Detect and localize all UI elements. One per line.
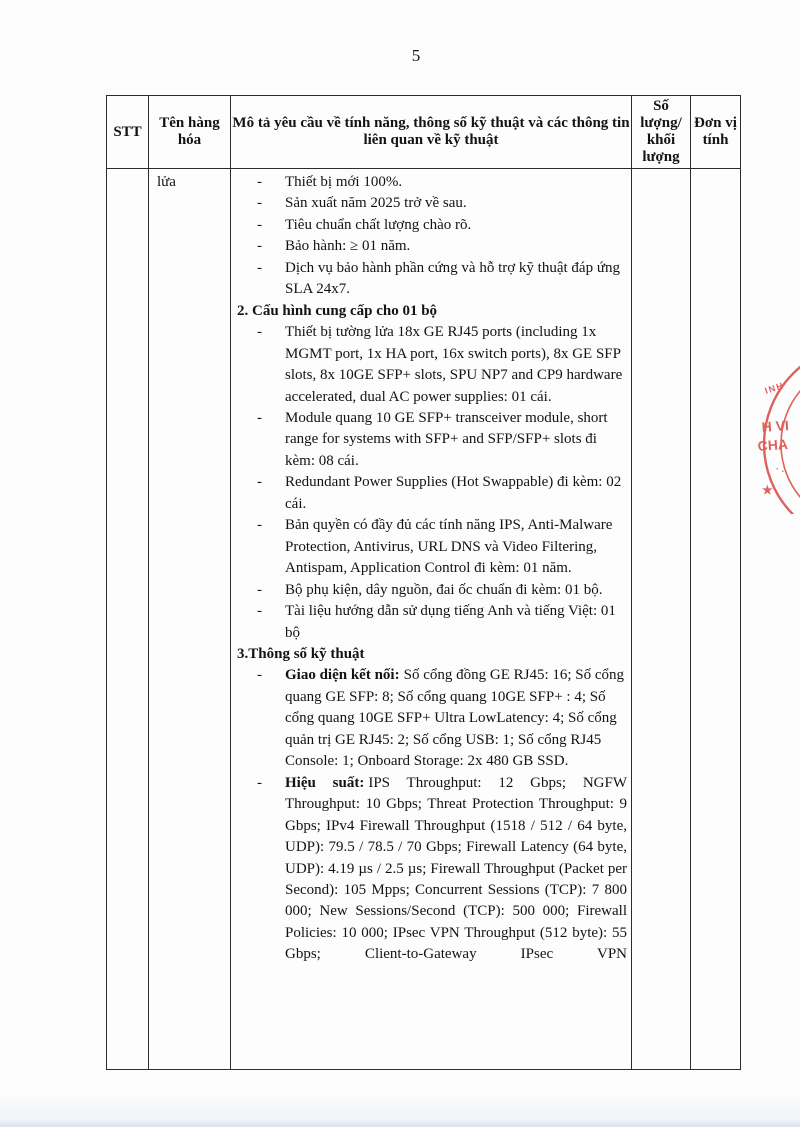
cell-stt <box>107 169 149 1070</box>
spec-text-hieu-suat: IPS Throughput: 12 Gbps; NGFW Throughput: 10 Gbps; Threat Protection Throughput: 9 Gbps; IPv4 Firewall Throughput (1518 / 512 / 64 byte, UDP): 79.5 / 78.5 / 70 Gbps; Firewall Latency (64 byte, UDP): 4.19 µs / 2.5 µs; Firewall Throughput (Packet per Second): 105 Mpps; Concurrent Sessions (TCP): 7 800 000; New Sessions/Second (TCP): 500 000; Firewall Policies: 10 000; IPsec VPN Throughput (512 byte): 55 Gbps; Client-to-Gateway IPsec VPN <box>285 774 627 963</box>
stamp-star-icon: ★ <box>762 483 773 497</box>
page-number: 5 <box>411 46 421 65</box>
red-seal-stamp <box>752 362 800 514</box>
stamp-text-mid1: H VI <box>761 417 790 435</box>
cell-mo-ta <box>231 169 632 1070</box>
list-item: - Tài liệu hướng dẫn sử dụng tiếng Anh và tiếng Việt: 01 bộ <box>237 601 627 644</box>
list-item: - Sản xuất năm 2025 trở về sau. <box>237 193 627 214</box>
list-item: - Redundant Power Supplies (Hot Swappable) đi kèm: 02 cái. <box>237 472 627 515</box>
cell-don-vi-tinh <box>691 169 741 1070</box>
list-item <box>237 773 627 966</box>
header-mo-ta: Mô tả yêu cầu về tính năng, thông số kỹ thuật và các thông tin liên quan về kỹ thuật <box>231 96 632 169</box>
list-item: - Thiết bị tường lửa 18x GE RJ45 ports (including 1x MGMT port, 1x HA port, 16x switch ports), 8x GE SFP slots, 8x 10GE SFP+ slots, SPU NP7 and CP9 hardware accelerated, dual AC power supplies: 01 cái. <box>237 322 627 408</box>
table-row <box>107 169 741 1070</box>
cell-so-luong <box>632 169 691 1070</box>
stamp-text-mid2: CHA <box>757 435 789 454</box>
list-item: - Dịch vụ bảo hành phần cứng và hỗ trợ kỹ thuật đáp ứng SLA 24x7. <box>237 258 627 301</box>
header-stt: STT <box>107 96 149 169</box>
item-name: lửa <box>157 174 176 190</box>
table-header-row <box>107 96 741 169</box>
list-item: - Thiết bị mới 100%. <box>237 172 627 193</box>
list-item: - Bản quyền có đầy đủ các tính năng IPS, Anti-Malware Protection, Antivirus, URL DNS và Video Filtering, Antispam, Application Control đi kèm: 01 năm. <box>237 515 627 579</box>
header-ten-hang-hoa: Tên hàng hóa <box>149 96 231 169</box>
stamp-text-top: INH <box>763 380 786 396</box>
stamp-dots: · . <box>776 464 784 474</box>
header-don-vi-tinh: Đơn vị tính <box>691 96 741 169</box>
section-heading-3: 3.Thông số kỹ thuật <box>237 645 365 662</box>
scan-edge-haze <box>0 1092 800 1118</box>
list-item: - Tiêu chuẩn chất lượng chào rõ. <box>237 215 627 236</box>
section-heading-2: 2. Cấu hình cung cấp cho 01 bộ <box>237 302 438 319</box>
spec-lead-hieu-suat: Hiệu suất: <box>285 774 365 791</box>
list-item <box>237 665 627 772</box>
spec-text-giao-dien: Số cổng đồng GE RJ45: 16; Số cổng quang GE SFP: 8; Số cổng quang 10GE SFP+ : 4; Số cổng quang 10GE SFP+ Ultra LowLatency: 4; Số cổng quản trị GE RJ45: 2; Số cổng USB: 1; Số cổng RJ45 Console: 1; Onboard Storage: 2x 480 GB SSD. <box>285 667 625 770</box>
list-item: - Bảo hành: ≥ 01 năm. <box>237 236 627 257</box>
cell-ten-hang-hoa <box>149 169 231 1070</box>
list-item: - Module quang 10 GE SFP+ transceiver module, short range for systems with SFP+ and SFP/SFP+ slots đi kèm: 08 cái. <box>237 408 627 472</box>
spec-lead-giao-dien: Giao diện kết nối: <box>285 667 400 684</box>
description-content <box>231 169 631 1067</box>
spec-table <box>106 95 741 1070</box>
scan-edge-strip <box>0 1118 800 1127</box>
list-item: - Bộ phụ kiện, dây nguồn, đai ốc chuẩn đi kèm: 01 bộ. <box>237 580 627 601</box>
header-so-luong: Số lượng/ khối lượng <box>632 96 691 169</box>
